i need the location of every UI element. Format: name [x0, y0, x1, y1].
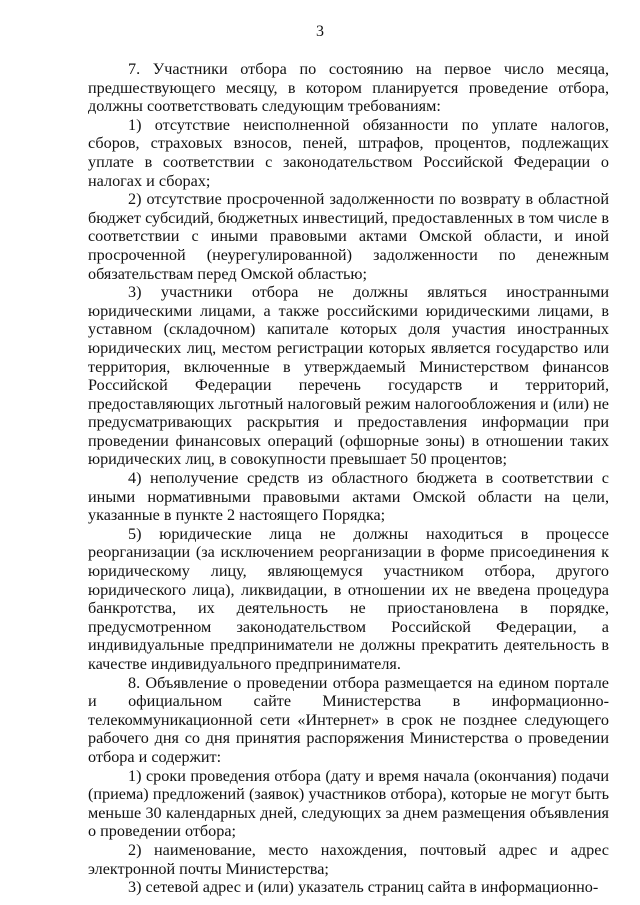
paragraph-item-8: 8. Объявление о проведении отбора размещается на едином портале и официальном сайте Министерства в информационно-телекоммуникационной сети «Интернет» в срок не позднее следующего рабочего дня со дня принятия распоряжения Министерства о проведении отбора и содержит: [88, 673, 609, 766]
paragraph-requirement-4: 4) неполучение средств из областного бюджета в соответствии с иными нормативными правовыми актами Омской области на цели, указанные в пункте 2 настоящего Порядка; [88, 469, 609, 525]
paragraph-item-7: 7. Участники отбора по состоянию на первое число месяца, предшествующего месяцу, в котором планируется проведение отбора, должны соответствовать следующим требованиям: [88, 60, 609, 116]
paragraph-requirement-2: 2) отсутствие просроченной задолженности по возврату в областной бюджет субсидий, бюджетных инвестиций, предоставленных в том числе в соответствии с иными правовыми актами Омской области, и иной просроченной (неурегулированной) задолженности по денежным обязательствам перед Омской областью; [88, 190, 609, 283]
paragraph-announcement-3: 3) сетевой адрес и (или) указатель страниц сайта в информационно- [128, 878, 599, 897]
paragraph-requirement-5: 5) юридические лица не должны находиться в процессе реорганизации (за исключением реорганизации в форме присоединения к юридическому лицу, являющемуся участником отбора, другого юридического лица), ликвидации, в отношении их не введена процедура банкротства, их деятельность не приостановлена в порядке, предусмотренном законодательством Российской Федерации, а индивидуальные предприниматели не должны прекратить деятельность в качестве индивидуального предпринимателя. [88, 524, 609, 673]
paragraph-announcement-1: 1) сроки проведения отбора (дату и время начала (окончания) подачи (приема) предложений (заявок) участников отбора), которые не могут быть меньше 30 календарных дней, следующих за днем размещения объявления о проведении отбора; [88, 766, 609, 841]
page-number: 3 [316, 23, 324, 40]
paragraph-requirement-3: 3) участники отбора не должны являться иностранными юридическими лицами, а также российскими юридическими лицами, в уставном (складочном) капитале которых доля участия иностранных юридических лиц, местом регистрации которых является государство или территория, включенные в утверждаемый Министерством финансов Российской Федерации перечень государств и территорий, предоставляющих льготный налоговый режим налогообложения и (или) не предусматривающих раскрытия и предоставления информации при проведении финансовых операций (офшорные зоны) в отношении таких юридических лиц, в совокупности превышает 50 процентов; [88, 283, 609, 469]
paragraph-announcement-2: 2) наименование, место нахождения, почтовый адрес и адрес электронной почты Министерства; [88, 840, 609, 878]
paragraph-requirement-1: 1) отсутствие неисполненной обязанности по уплате налогов, сборов, страховых взносов, пеней, штрафов, процентов, подлежащих уплате в соответствии с законодательством Российской Федерации о налогах и сборах; [88, 115, 609, 190]
document-body [88, 60, 609, 897]
